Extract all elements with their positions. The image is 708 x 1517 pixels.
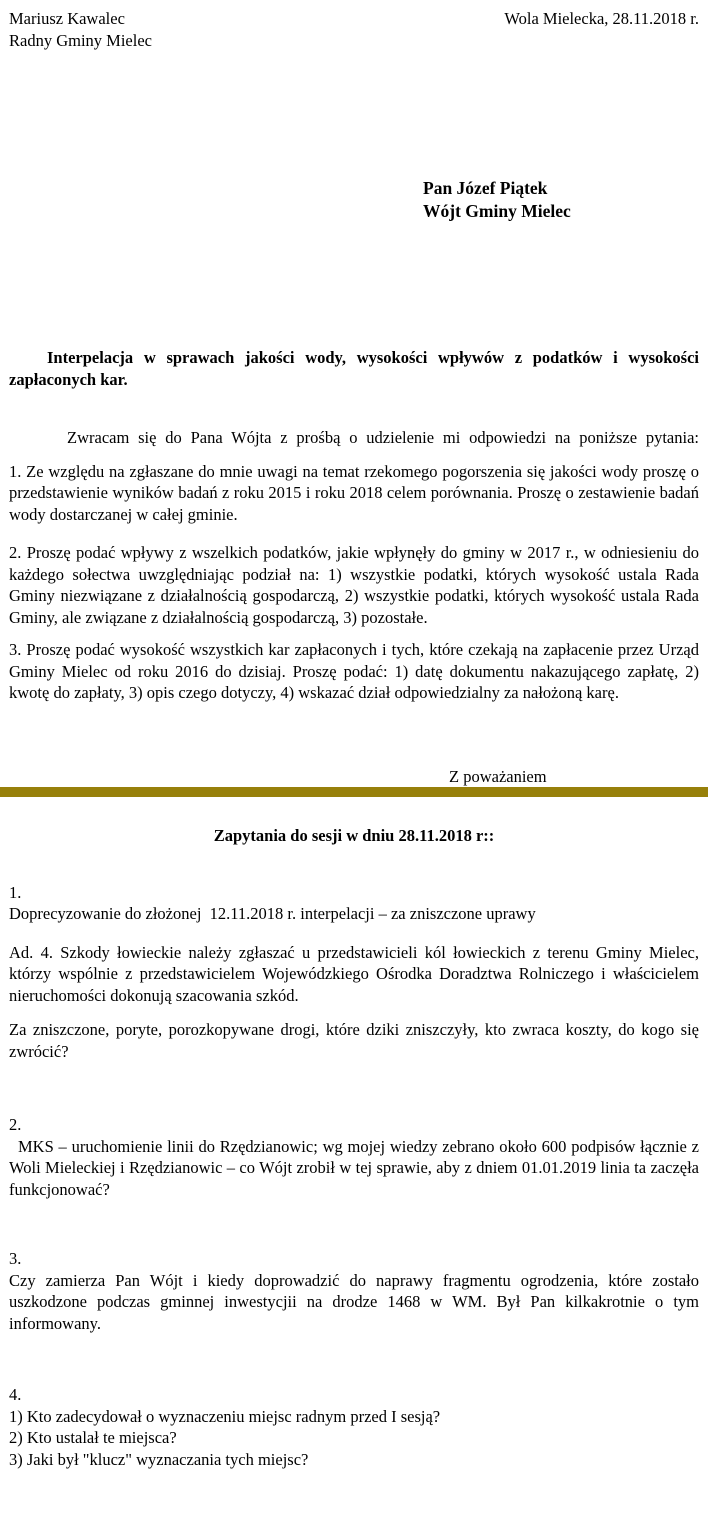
closing-phrase: Z poważaniem [449, 766, 547, 786]
sender-title: Radny Gminy Mielec [9, 30, 152, 50]
question-paragraph: Ad. 4. Szkody łowieckie należy zgłaszać u przedstawicieli kól łowieckich z terenu Gminy Mielec, którzy wspólnie z przedstawicielem Wojewódzkiego Ośrodka Doradztwa Rolniczego i właścicielem nieruchomości dokonują szacowania szkód. [9, 942, 699, 1005]
addressee-title: Wójt Gminy Mielec [423, 201, 571, 221]
interpellation-point-3: 3. Proszę podać wysokość wszystkich kar zapłaconych i tych, które czekają na zapłacenie przez Urząd Gminy Mielec od roku 2016 do dzisiaj. Proszę podać: 1) datę dokumentu nakazującego zapłatę, 2) kwotę do zapłaty, 3) opis czego dotyczy, 4) wskazać dział odpowiedzialny za nałożoną karę. [9, 640, 699, 702]
document-header [9, 8, 699, 51]
session-heading: Zapytania do sesji w dniu 28.11.2018 r:: [213, 826, 495, 845]
question-line: 1) Kto zadecydował o wyznaczeniu miejsc radnym przed I sesją? [9, 1406, 441, 1426]
question-paragraph: Czy zamierza Pan Wójt i kiedy doprowadzić do naprawy fragmentu ogrodzenia, które zostało uszkodzone podczas gminnej inwestycjii na drodze 1468 w WM. Był Pan kilkakrotnie o tym informowany. [9, 1270, 699, 1333]
question-paragraph: Doprecyzowanie do złożonej 12.11.2018 r. interpelacji – za zniszczone uprawy [9, 904, 536, 923]
question-paragraph: Za zniszczone, poryte, porozkopywane drogi, które dziki zniszczyły, kto zwraca koszty, do kogo się zwrócić? [9, 1020, 699, 1061]
question-paragraph: MKS – uruchomienie linii do Rzędzianowic; wg mojej wiedzy zebrano około 600 podpisów łącznie z Woli Mieleckiej i Rzędzianowic – co Wójt zrobił w tej sprawie, aby z dniem 01.01.2019 linia ta zaczęła funkcjonować? [9, 1136, 699, 1199]
salutation: Zwracam się do Pana Wójta z prośbą o udzielenie mi odpowiedzi na poniższe pytania: [67, 428, 699, 447]
session-question-3 [9, 1248, 699, 1334]
interpellation-point-2: 2. Proszę podać wpływy z wszelkich podatków, jakie wpłynęły do gminy w 2017 r., w odniesieniu do każdego sołectwa uwzględniając podział na: 1) wszystkie podatki, których wysokość ustala Rada Gminy niezwiązane z działalnością gospodarczą, 2) wszystkie podatki, których wysokość ustala Rada Gminy, ale związane z działalnością gospodarczą, 3) pozostałe. [9, 543, 699, 627]
session-question-2 [9, 1114, 699, 1200]
question-number: 3. [9, 1249, 22, 1268]
question-number: 2. [9, 1115, 22, 1134]
interpellation-point-1: 1. Ze względu na zgłaszane do mnie uwagi na temat rzekomego pogorszenia się jakości wody proszę o przedstawienie wyników badań z roku 2015 i roku 2018 celem porównania. Proszę o zestawienie badań wody dostarczanej w całej gminie. [9, 461, 699, 524]
subject-line: Interpelacja w sprawach jakości wody, wysokości wpływów z podatków i wysokości zapłaconych kar. [9, 348, 699, 389]
section-divider-bar [0, 787, 708, 797]
question-line: 2) Kto ustalał te miejsca? [9, 1428, 177, 1447]
addressee-name: Pan Józef Piątek [423, 178, 548, 198]
addressee-block [423, 177, 699, 223]
sender-name: Mariusz Kawalec [9, 9, 125, 28]
question-line: 3) Jaki był "klucz" wyznaczania tych miejsc? [9, 1449, 309, 1469]
question-number: 1. [9, 882, 22, 902]
session-question-1 [9, 882, 699, 1063]
session-question-4 [9, 1384, 699, 1470]
sender-block [9, 8, 152, 51]
question-number: 4. [9, 1385, 22, 1404]
dateline: Wola Mielecka, 28.11.2018 r. [504, 9, 699, 28]
